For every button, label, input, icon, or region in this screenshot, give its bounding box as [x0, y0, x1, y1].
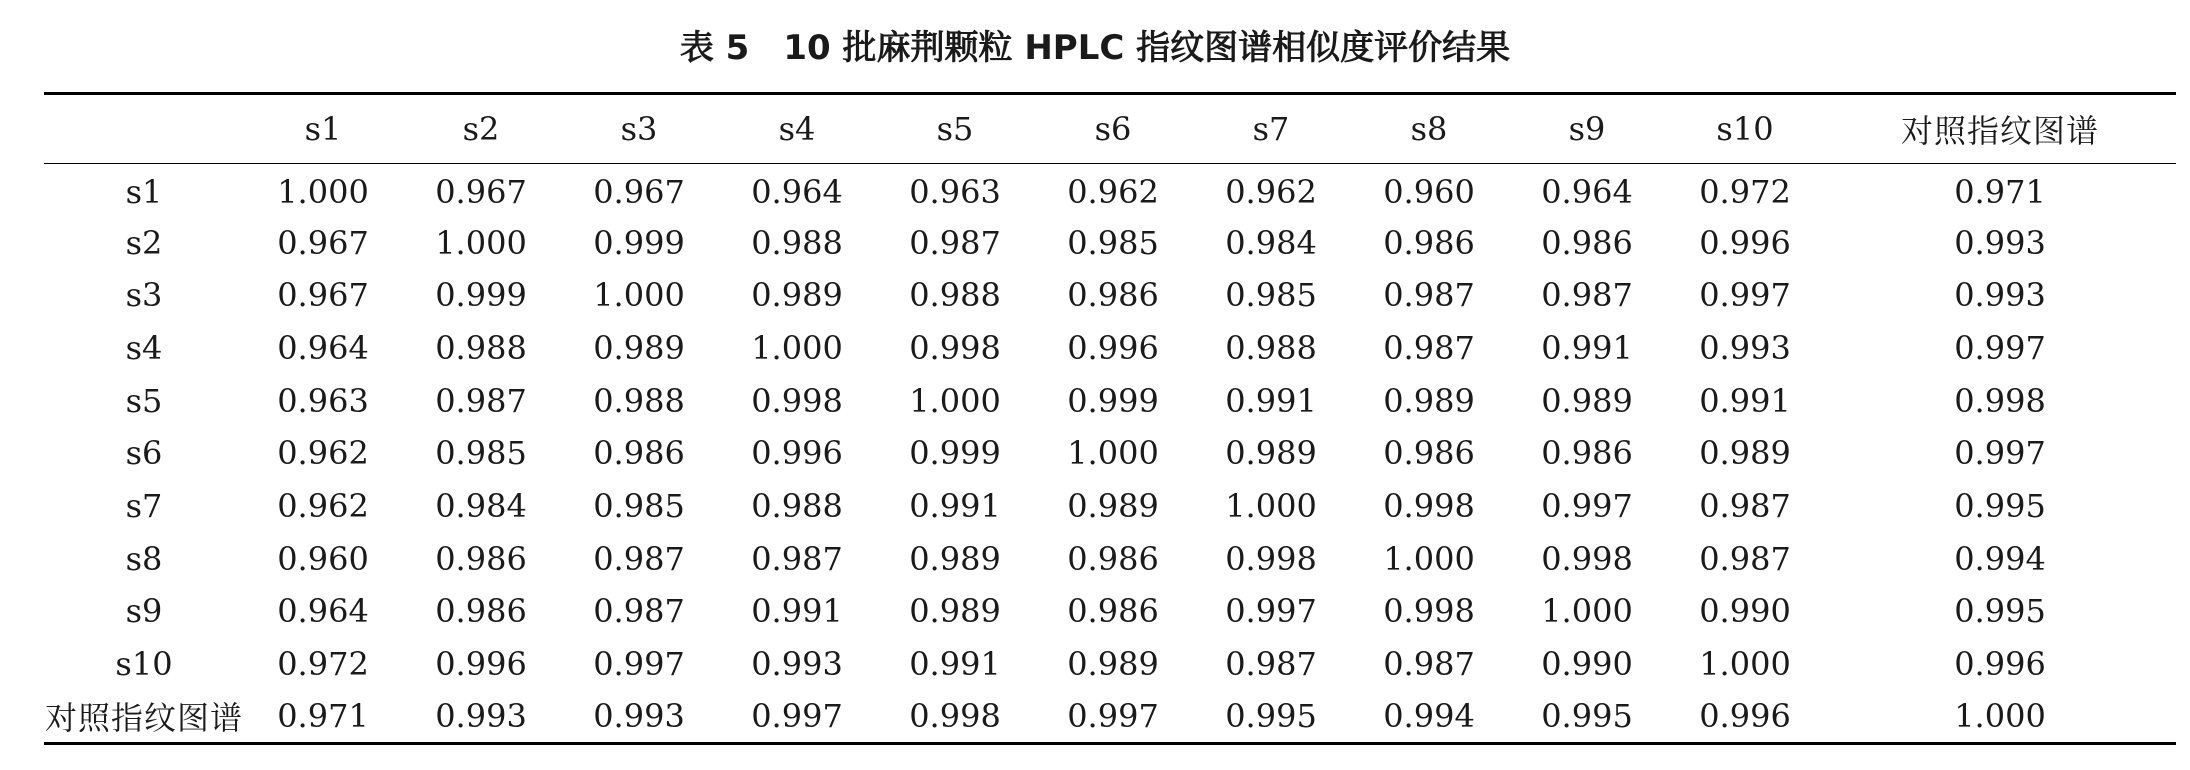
table-row — [44, 322, 2176, 375]
table-cell: 0.989 — [751, 276, 843, 315]
table-cell: 0.996 — [1954, 645, 2046, 684]
table-cell: 0.998 — [1541, 539, 1633, 578]
row-label: s9 — [125, 592, 163, 631]
table-cell: 0.998 — [1225, 539, 1317, 578]
table-cell: 0.986 — [1067, 276, 1159, 315]
corner-header — [44, 94, 244, 164]
table-cell: 0.996 — [1067, 328, 1159, 367]
column-header: 对照指纹图谱 — [1824, 94, 2176, 164]
table-cell: 0.991 — [909, 486, 1001, 525]
table-cell: 0.962 — [1067, 173, 1159, 212]
table-cell: 0.999 — [593, 223, 685, 262]
table-cell: 0.998 — [1383, 592, 1475, 631]
table-cell: 0.987 — [1383, 645, 1475, 684]
table-cell: 0.988 — [909, 276, 1001, 315]
table-row — [44, 480, 2176, 533]
table-cell: 0.997 — [1225, 592, 1317, 631]
table-cell: 0.986 — [1067, 592, 1159, 631]
table-cell: 0.997 — [1541, 486, 1633, 525]
table-cell: 0.986 — [435, 539, 527, 578]
table-body — [44, 164, 2176, 744]
similarity-table — [44, 92, 2176, 745]
column-header: s10 — [1666, 94, 1824, 164]
table-cell: 1.000 — [751, 328, 843, 367]
table-cell: 0.986 — [1541, 434, 1633, 473]
table-cell: 0.988 — [751, 486, 843, 525]
table-cell: 0.987 — [1541, 276, 1633, 315]
table-cell: 0.985 — [593, 486, 685, 525]
table-cell: 0.972 — [1699, 173, 1791, 212]
table-cell: 0.997 — [593, 645, 685, 684]
table-cell: 0.987 — [1699, 539, 1791, 578]
row-label: s4 — [125, 328, 163, 367]
table-cell: 0.990 — [1541, 645, 1633, 684]
table-cell: 0.997 — [1954, 328, 2046, 367]
table-cell: 0.967 — [593, 173, 685, 212]
table-cell: 0.998 — [1954, 381, 2046, 420]
table-cell: 0.989 — [1067, 645, 1159, 684]
column-header: s8 — [1350, 94, 1508, 164]
table-cell: 0.985 — [1225, 276, 1317, 315]
table-cell: 0.986 — [1383, 223, 1475, 262]
table-cell: 0.993 — [1699, 328, 1791, 367]
table-cell: 0.987 — [593, 592, 685, 631]
table-cell: 0.986 — [435, 592, 527, 631]
row-label: s8 — [125, 539, 163, 578]
table-cell: 0.989 — [909, 539, 1001, 578]
table-cell: 0.998 — [909, 328, 1001, 367]
table-cell: 0.987 — [435, 381, 527, 420]
table-cell: 0.995 — [1508, 690, 1666, 743]
table-cell: 0.997 — [718, 690, 876, 743]
table-cell: 0.991 — [1541, 328, 1633, 367]
table-row — [44, 427, 2176, 480]
table-cell: 0.994 — [1350, 690, 1508, 743]
table-cell: 1.000 — [1225, 486, 1317, 525]
table-cell: 0.999 — [435, 276, 527, 315]
table-cell: 0.987 — [593, 539, 685, 578]
table-row — [44, 164, 2176, 217]
table-cell: 0.996 — [1699, 223, 1791, 262]
table-cell: 1.000 — [1541, 592, 1633, 631]
table-cell: 0.989 — [1541, 381, 1633, 420]
table-cell: 0.987 — [1699, 486, 1791, 525]
table-cell: 0.997 — [1954, 434, 2046, 473]
column-header: s1 — [244, 94, 402, 164]
table-row — [44, 269, 2176, 322]
table-cell: 0.998 — [1383, 486, 1475, 525]
table-cell: 0.962 — [1225, 173, 1317, 212]
table-cell: 0.997 — [1699, 276, 1791, 315]
table-cell: 0.995 — [1954, 486, 2046, 525]
table-cell: 1.000 — [435, 223, 527, 262]
row-label: s2 — [125, 223, 163, 262]
table-cell: 0.964 — [751, 173, 843, 212]
table-cell: 0.989 — [1699, 434, 1791, 473]
table-cell: 0.972 — [277, 645, 369, 684]
table-cell: 0.984 — [435, 486, 527, 525]
table-cell: 0.993 — [1954, 223, 2046, 262]
table-cell: 0.994 — [1954, 539, 2046, 578]
table-cell: 0.988 — [751, 223, 843, 262]
column-header: s6 — [1034, 94, 1192, 164]
table-cell: 0.987 — [909, 223, 1001, 262]
table-cell: 0.962 — [277, 486, 369, 525]
table-number: 表 5 — [679, 28, 750, 68]
header-row — [44, 94, 2176, 164]
table-cell: 0.964 — [277, 592, 369, 631]
column-header: s9 — [1508, 94, 1666, 164]
table-row — [44, 532, 2176, 585]
table-cell: 0.960 — [277, 539, 369, 578]
column-header: s3 — [560, 94, 718, 164]
table-cell: 0.988 — [1225, 328, 1317, 367]
table-row — [44, 638, 2176, 691]
table-cell: 0.989 — [1383, 381, 1475, 420]
table-cell: 0.991 — [1225, 381, 1317, 420]
table-cell: 0.967 — [435, 173, 527, 212]
table-cell: 1.000 — [277, 173, 369, 212]
table-cell: 0.989 — [1067, 486, 1159, 525]
table-cell: 0.998 — [751, 381, 843, 420]
table-title: 10 批麻荆颗粒 HPLC 指纹图谱相似度评价结果 — [783, 28, 1511, 68]
table-cell: 0.991 — [909, 645, 1001, 684]
table-cell: 0.962 — [277, 434, 369, 473]
table-cell: 0.995 — [1192, 690, 1350, 743]
table-cell: 0.964 — [277, 328, 369, 367]
table-cell: 0.991 — [751, 592, 843, 631]
table-cell: 1.000 — [1824, 690, 2176, 743]
table-cell: 1.000 — [1383, 539, 1475, 578]
column-header: s2 — [402, 94, 560, 164]
table-cell: 0.987 — [1383, 328, 1475, 367]
column-header: s5 — [876, 94, 1034, 164]
table-row — [44, 374, 2176, 427]
table-cell: 0.987 — [1383, 276, 1475, 315]
table-caption — [0, 18, 2190, 78]
table-row — [44, 216, 2176, 269]
row-label: s7 — [125, 486, 163, 525]
table-cell: 1.000 — [1699, 645, 1791, 684]
table-cell: 0.971 — [244, 690, 402, 743]
table-cell: 1.000 — [593, 276, 685, 315]
table-cell: 0.996 — [1666, 690, 1824, 743]
table-cell: 0.987 — [1225, 645, 1317, 684]
row-label: s6 — [125, 434, 163, 473]
table-cell: 0.995 — [1954, 592, 2046, 631]
row-label: s1 — [125, 173, 163, 212]
table-cell: 0.986 — [1383, 434, 1475, 473]
table-cell: 0.984 — [1225, 223, 1317, 262]
table-cell: 0.997 — [1034, 690, 1192, 743]
table-cell: 0.988 — [593, 381, 685, 420]
row-label: 对照指纹图谱 — [44, 690, 244, 743]
table-cell: 0.985 — [1067, 223, 1159, 262]
table-cell: 0.989 — [1225, 434, 1317, 473]
table-cell: 0.993 — [560, 690, 718, 743]
table-cell: 0.964 — [1541, 173, 1633, 212]
column-header: s7 — [1192, 94, 1350, 164]
table-cell: 0.998 — [876, 690, 1034, 743]
table-cell: 0.960 — [1383, 173, 1475, 212]
table-cell: 0.996 — [435, 645, 527, 684]
table-cell: 1.000 — [909, 381, 1001, 420]
table-cell: 0.986 — [593, 434, 685, 473]
table-cell: 0.989 — [909, 592, 1001, 631]
table-cell: 0.986 — [1067, 539, 1159, 578]
row-label: s3 — [125, 276, 163, 315]
table-cell: 0.990 — [1699, 592, 1791, 631]
table-cell: 0.971 — [1954, 173, 2046, 212]
table-cell: 0.967 — [277, 223, 369, 262]
table-cell: 0.991 — [1699, 381, 1791, 420]
table-cell: 0.985 — [435, 434, 527, 473]
table-cell: 0.989 — [593, 328, 685, 367]
table-cell: 0.999 — [1067, 381, 1159, 420]
table-cell: 0.993 — [1954, 276, 2046, 315]
table-cell: 0.993 — [402, 690, 560, 743]
table-row — [44, 690, 2176, 743]
table-cell: 0.996 — [751, 434, 843, 473]
column-header: s4 — [718, 94, 876, 164]
table-cell: 0.988 — [435, 328, 527, 367]
table-cell: 0.993 — [751, 645, 843, 684]
row-label: s10 — [115, 645, 173, 684]
row-label: s5 — [125, 381, 163, 420]
table-cell: 0.963 — [909, 173, 1001, 212]
table-cell: 0.987 — [751, 539, 843, 578]
table-row — [44, 585, 2176, 638]
table-cell: 0.986 — [1541, 223, 1633, 262]
table-cell: 0.967 — [277, 276, 369, 315]
table-cell: 0.963 — [277, 381, 369, 420]
table-cell: 0.999 — [909, 434, 1001, 473]
table-cell: 1.000 — [1067, 434, 1159, 473]
